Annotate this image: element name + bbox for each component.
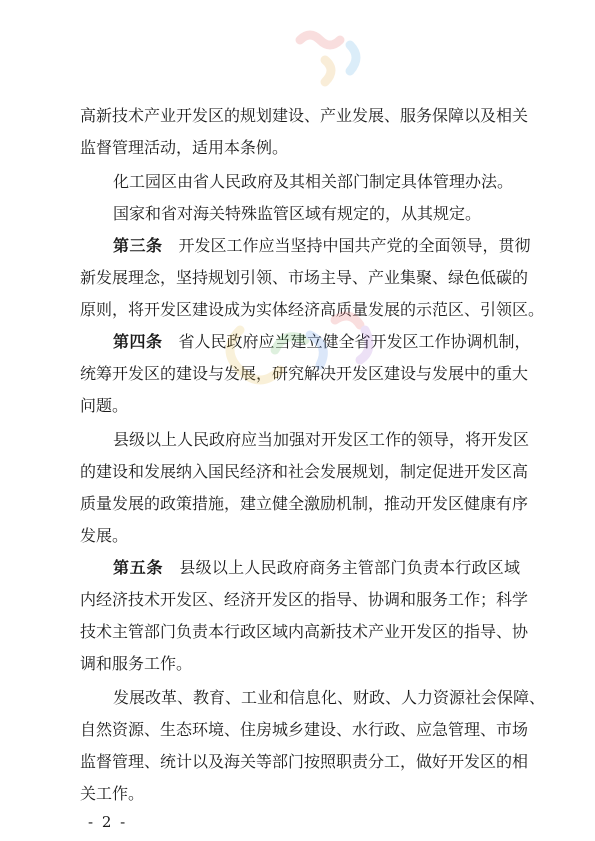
text-line: 统筹开发区的建设与发展，研究解决开发区建设与发展中的重大 [80,364,529,383]
text-line: 关工作。 [80,784,145,803]
text-line: 发展改革、教育、工业和信息化、财政、人力资源社会保障、 [113,688,546,707]
text-line: 自然资源、生态环境、住房城乡建设、水行政、应急管理、市场 [80,720,529,739]
text-line: 原则，将开发区建设成为实体经济高质量发展的示范区、引领区。 [80,300,545,319]
text-line: 县级以上人民政府应当加强对开发区工作的领导，将开发区 [113,430,530,449]
text-line: 的建设和发展纳入国民经济和社会发展规划，制定促进开发区高 [80,462,529,481]
text-line: 发展。 [80,526,129,545]
text-line: 监督管理活动，适用本条例。 [80,138,289,157]
text-line: 化工园区由省人民政府及其相关部门制定具体管理办法。 [113,172,514,191]
article-heading: 第四条 [113,332,163,351]
article-heading: 第五条 [113,558,164,577]
text-line: 问题。 [80,396,129,415]
text-line: 新发展理念，坚持规划引领、市场主导、产业集聚、绿色低碳的 [80,268,529,287]
text-line: 国家和省对海关特殊监管区域有规定的，从其规定。 [113,204,482,223]
text-line: 监督管理、统计以及海关等部门按照职责分工，做好开发区的相 [80,752,529,771]
text-line: 质量发展的政策措施，建立健全激励机制，推动开发区健康有序 [80,494,529,513]
text-line: 开发区工作应当坚持中国共产党的全面领导，贯彻 [178,236,531,255]
page-number: - 2 - [88,813,128,831]
article-first-line [113,558,520,578]
text-line: 高新技术产业开发区的规划建设、产业发展、服务保障以及相关 [80,106,529,125]
article-first-line [113,236,531,256]
text-line: 县级以上人民政府商务主管部门负责本行政区域 [179,558,520,577]
text-line: 技术主管部门负责本行政区域内高新技术产业开发区的指导、协 [80,622,529,641]
article-heading: 第三条 [113,236,163,255]
article-first-line [113,332,531,352]
text-line: 省人民政府应当建立健全省开发区工作协调机制， [178,332,531,351]
text-line: 内经济技术开发区、经济开发区的指导、协调和服务工作；科学 [80,590,529,609]
text-line: 调和服务工作。 [80,654,193,673]
